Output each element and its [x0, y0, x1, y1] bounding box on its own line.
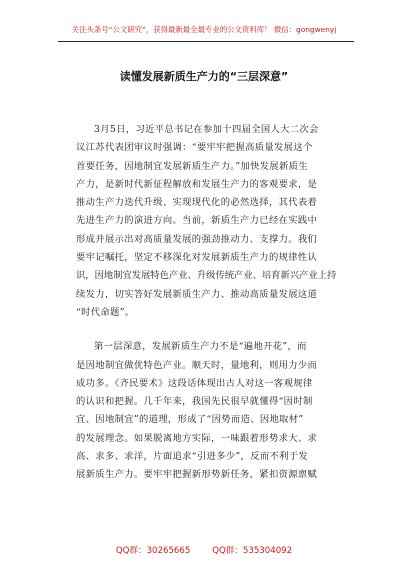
body-line: 首要任务，因地制宜发展新质生产力。”加快发展新质生	[76, 160, 308, 172]
footer-contact	[0, 544, 408, 556]
body-line: 展新质生产力。要牢牢把握新形势新任务，紧扣资源禀赋	[76, 469, 318, 481]
body-line: 第一层深意，发展新质生产力不是“遍地开花”，而	[94, 341, 307, 353]
header-divider	[58, 41, 354, 42]
body-line: “时代命题”。	[76, 306, 135, 318]
body-line: 识，因地制宜发展特色产业、升级传统产业、培育新兴产业上持	[76, 270, 337, 282]
body-line: 3月5日，习近平总书记在参加十四届全国人大二次会	[94, 124, 319, 135]
body-line: 续发力，切实答好发展新质生产力、推动高质量发展这道	[76, 288, 318, 300]
body-line: 的认识和把握。几千年来，我国先民很早就懂得“因时制	[76, 396, 313, 408]
body-line: 产力，是新时代新征程解放和发展生产力的客观要求，是	[76, 178, 318, 190]
paragraph-gap	[76, 322, 336, 338]
body-line: 成功多。《齐民要术》这段话体现出古人对这一客观规律	[76, 377, 313, 389]
qq-group-2-number: 535304092	[242, 546, 293, 556]
body-line: 宜、因地制宜”的道理，形成了“因势而造、因地取材”	[76, 414, 304, 426]
body-line: 先进生产力的演进方向。当前，新质生产力已经在实践中	[76, 215, 318, 227]
body-line: 推动生产力迭代升级、实现现代化的必然选择，其代表着	[76, 197, 318, 209]
paragraph-2	[76, 338, 336, 484]
body-line: 要牢记嘱托，坚定不移深化对发展新质生产力的规律性认	[76, 252, 318, 264]
header-notice: 关注头条号“公文研究”，获得最新最全最专业的公文资料库！ 微信：gongwenyj	[71, 25, 337, 34]
body-line: 议江苏代表团审议时强调：“要牢牢把握高质量发展这个	[76, 142, 313, 154]
document-title: 读懂发展新质生产力的“三层深意”	[119, 70, 289, 83]
paragraph-1	[76, 121, 336, 322]
qq-group-1-number: 30265665	[146, 546, 191, 556]
document-body	[76, 121, 336, 485]
body-line: 的发展理念。如果脱离地方实际，一味跟着形势求大、求	[76, 432, 318, 444]
body-line: 形成并展示出对高质量发展的强劲推动力、支撑力。我们	[76, 233, 318, 245]
qq-group-2-label: QQ群：	[212, 546, 243, 556]
body-line: 是因地制宜做优特色产业。顺天时，量地利，则用力少而	[76, 359, 318, 371]
qq-group-1-label: QQ群：	[115, 546, 147, 556]
body-line: 高、求多、求洋，片面追求“引进多少”，反而不利于发	[76, 451, 309, 463]
